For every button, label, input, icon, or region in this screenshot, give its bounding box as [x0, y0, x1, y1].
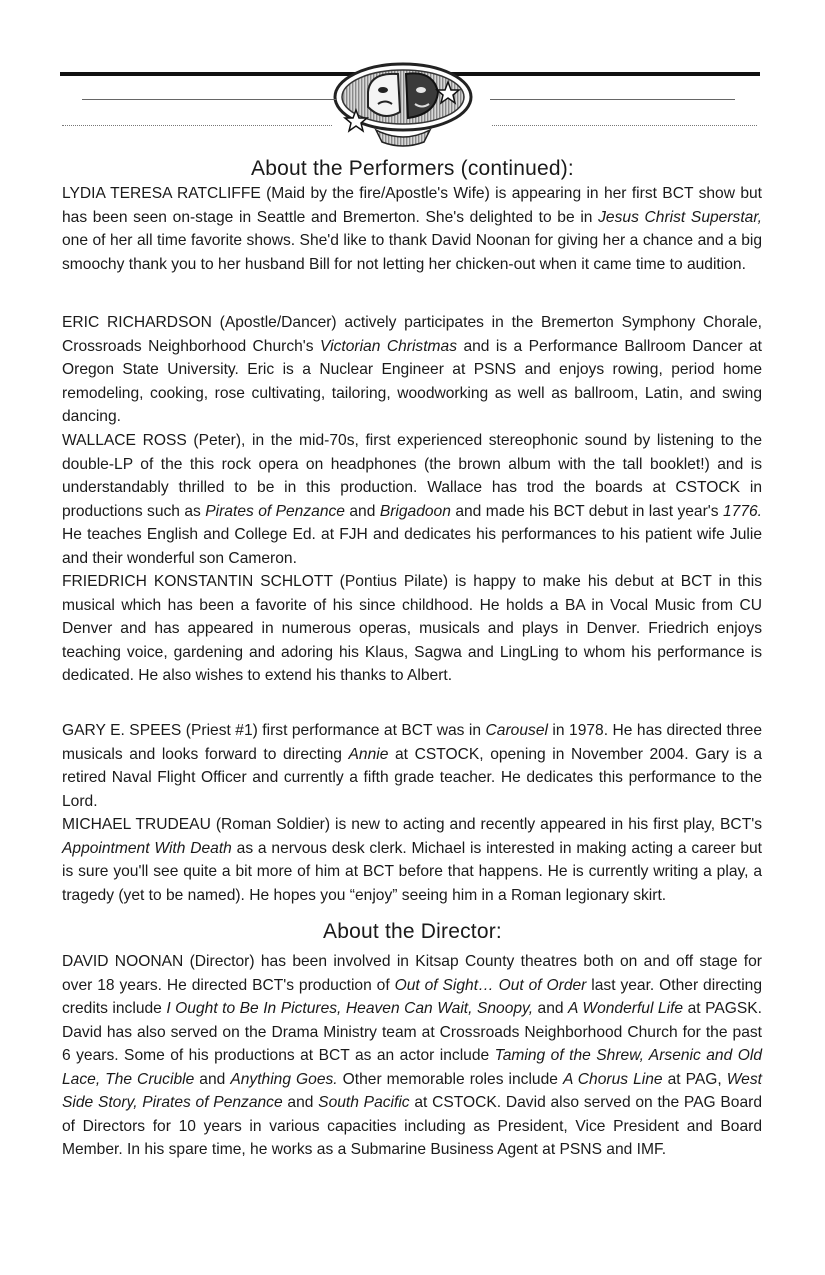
bio-text: one of her all time favorite shows. She'd like to thank David Noonan for giving her a chance and a big smoochy thank you to her husband Bill for not letting her chicken-out when it came time to audition.: [62, 232, 762, 273]
show-title: Carousel: [485, 722, 548, 739]
bio-text: at CSTOCK. David also served on the PAG Board of Directors for 10 years in various capacities including as President, Vice President and Board Member. In his spare time, he works as a Submarine Business Agent at PSNS and IMF.: [62, 1094, 763, 1158]
show-title: Anything Goes.: [230, 1070, 338, 1088]
bio-text: and is a Performance Ballroom Dancer at Oregon State University. Eric is a Nuclear Engineer at PSNS and enjoys rowing, period home remodeling, cooking, rose cultivating, tailoring, woodworking as well as ballroom, Latin, and swing dancing.: [62, 337, 762, 425]
show-title: Pirates of Penzance: [205, 502, 345, 520]
header-right-dotted-rule: [492, 125, 757, 126]
bio-text: (Maid by the fire/Apostle's Wife) is appearing in her first BCT show but has been seen on-stage in Seattle and Bremerton. She's delighted to be in: [62, 185, 762, 226]
show-title: A Wonderful Life: [568, 1000, 684, 1017]
performer-name: DAVID NOONAN: [62, 953, 184, 970]
header-left-dotted-rule: [62, 125, 332, 126]
show-title: West Side Story, Pirates of Penzance: [62, 1070, 762, 1111]
show-title: Appointment With Death: [62, 839, 232, 857]
director-bio-paragraph: [62, 950, 762, 1162]
bio-text: (Peter), in the mid-70s, first experienced stereophonic sound by listening to the double-LP of the this rock opera on headphones (the brown album with the tall booklet!) and is understandably thrilled to be in this production. Wallace has trod the boards at CSTOCK in productions such as: [62, 432, 762, 520]
header-left-rule: [82, 99, 337, 100]
show-title: Taming of the Shrew, Arsenic and Old Lace, The Crucible: [62, 1047, 762, 1088]
header-ornament: [60, 52, 760, 152]
performer-name: FRIEDRICH KONSTANTIN SCHLOTT: [62, 573, 333, 590]
bio-text: last year. Other directing credits include: [62, 976, 763, 1017]
bio-text: at CSTOCK, opening in November 2004. Gary is a retired Naval Flight Officer and currently a fifth grade teacher. He dedicates this performance to the Lord.: [62, 745, 762, 810]
bio-paragraph: [62, 311, 762, 429]
bio-text: as a nervous desk clerk. Michael is interested in making acting a career but is sure you'll see quite a bit more of him at BCT before that happens. He is currently writing a play, a tragedy (yet to be named). He hopes you “enjoy” seeing him in a Roman legionary skirt.: [62, 839, 762, 904]
bio-text: and: [194, 1070, 231, 1088]
performer-name: LYDIA TERESA RATCLIFFE: [62, 185, 261, 202]
bio-text: and: [344, 502, 380, 520]
bio-text: (Pontius Pilate) is happy to make his debut at BCT in this musical which has been a favorite of his since childhood. He holds a BA in Vocal Music from CU Denver and has appeared in numerous operas, musicals and plays in Denver. Friedrich enjoys teaching voice, gardening and adoring his Klaus, Sagwa and LingLing to whom his performance is dedicated. He also wishes to extend his thanks to Albert.: [62, 573, 762, 684]
theatre-masks-emblem-icon: [328, 52, 478, 152]
show-title: Out of Sight… Out of Order: [394, 976, 587, 994]
show-title: A Chorus Line: [562, 1070, 663, 1088]
bio-paragraph: [62, 182, 762, 276]
bio-paragraph: [62, 813, 762, 907]
show-title: 1776.: [722, 502, 763, 520]
bio-text: and: [282, 1094, 319, 1111]
show-title: Jesus Christ Superstar,: [598, 208, 762, 226]
show-title: Annie: [348, 745, 389, 763]
director-heading: About the Director:: [323, 920, 502, 943]
bio-text: at PAG,: [662, 1070, 727, 1088]
bio-text: (Apostle/Dancer) actively participates in the Bremerton Symphony Chorale, Crossroads Neighborhood Church's: [62, 314, 762, 355]
show-title: Brigadoon: [379, 502, 451, 520]
performers-heading: About the Performers (continued):: [251, 157, 574, 180]
bio-text: and made his BCT debut in last year's: [450, 502, 723, 520]
bio-text: and: [533, 1000, 569, 1017]
bio-paragraph: [62, 719, 762, 813]
bio-text: (Priest #1) first performance at BCT was in: [181, 722, 486, 739]
performer-name: MICHAEL TRUDEAU: [62, 816, 211, 833]
performer-name: GARY E. SPEES: [62, 722, 182, 739]
show-title: I Ought to Be In Pictures, Heaven Can Wait, Snoopy,: [166, 1000, 534, 1017]
show-title: South Pacific: [318, 1094, 410, 1111]
performer-name: WALLACE ROSS: [62, 432, 187, 449]
performer-name: ERIC RICHARDSON: [62, 314, 212, 331]
bio-paragraph: [62, 429, 762, 570]
bio-text: (Director) has been involved in Kitsap County theatres both on and off stage for over 18 years. He directed BCT's production of: [62, 953, 763, 994]
header-right-rule: [490, 99, 735, 100]
bio-text: at PAGSK. David has also served on the Drama Ministry team at Crossroads Neighborhood Church for the past 6 years. Some of his productions at BCT as an actor include: [62, 1000, 762, 1064]
bio-text: in 1978. He has directed three musicals and looks forward to directing: [62, 722, 763, 763]
bio-paragraph: [62, 570, 762, 688]
bio-text: He teaches English and College Ed. at FJH and dedicates his performances to his patient wife Julie and their wonderful son Cameron.: [62, 526, 762, 567]
bio-text: (Roman Soldier) is new to acting and recently appeared in his first play, BCT's: [210, 816, 762, 833]
bio-text: Other memorable roles include: [337, 1070, 563, 1088]
show-title: Victorian Christmas: [320, 337, 458, 355]
